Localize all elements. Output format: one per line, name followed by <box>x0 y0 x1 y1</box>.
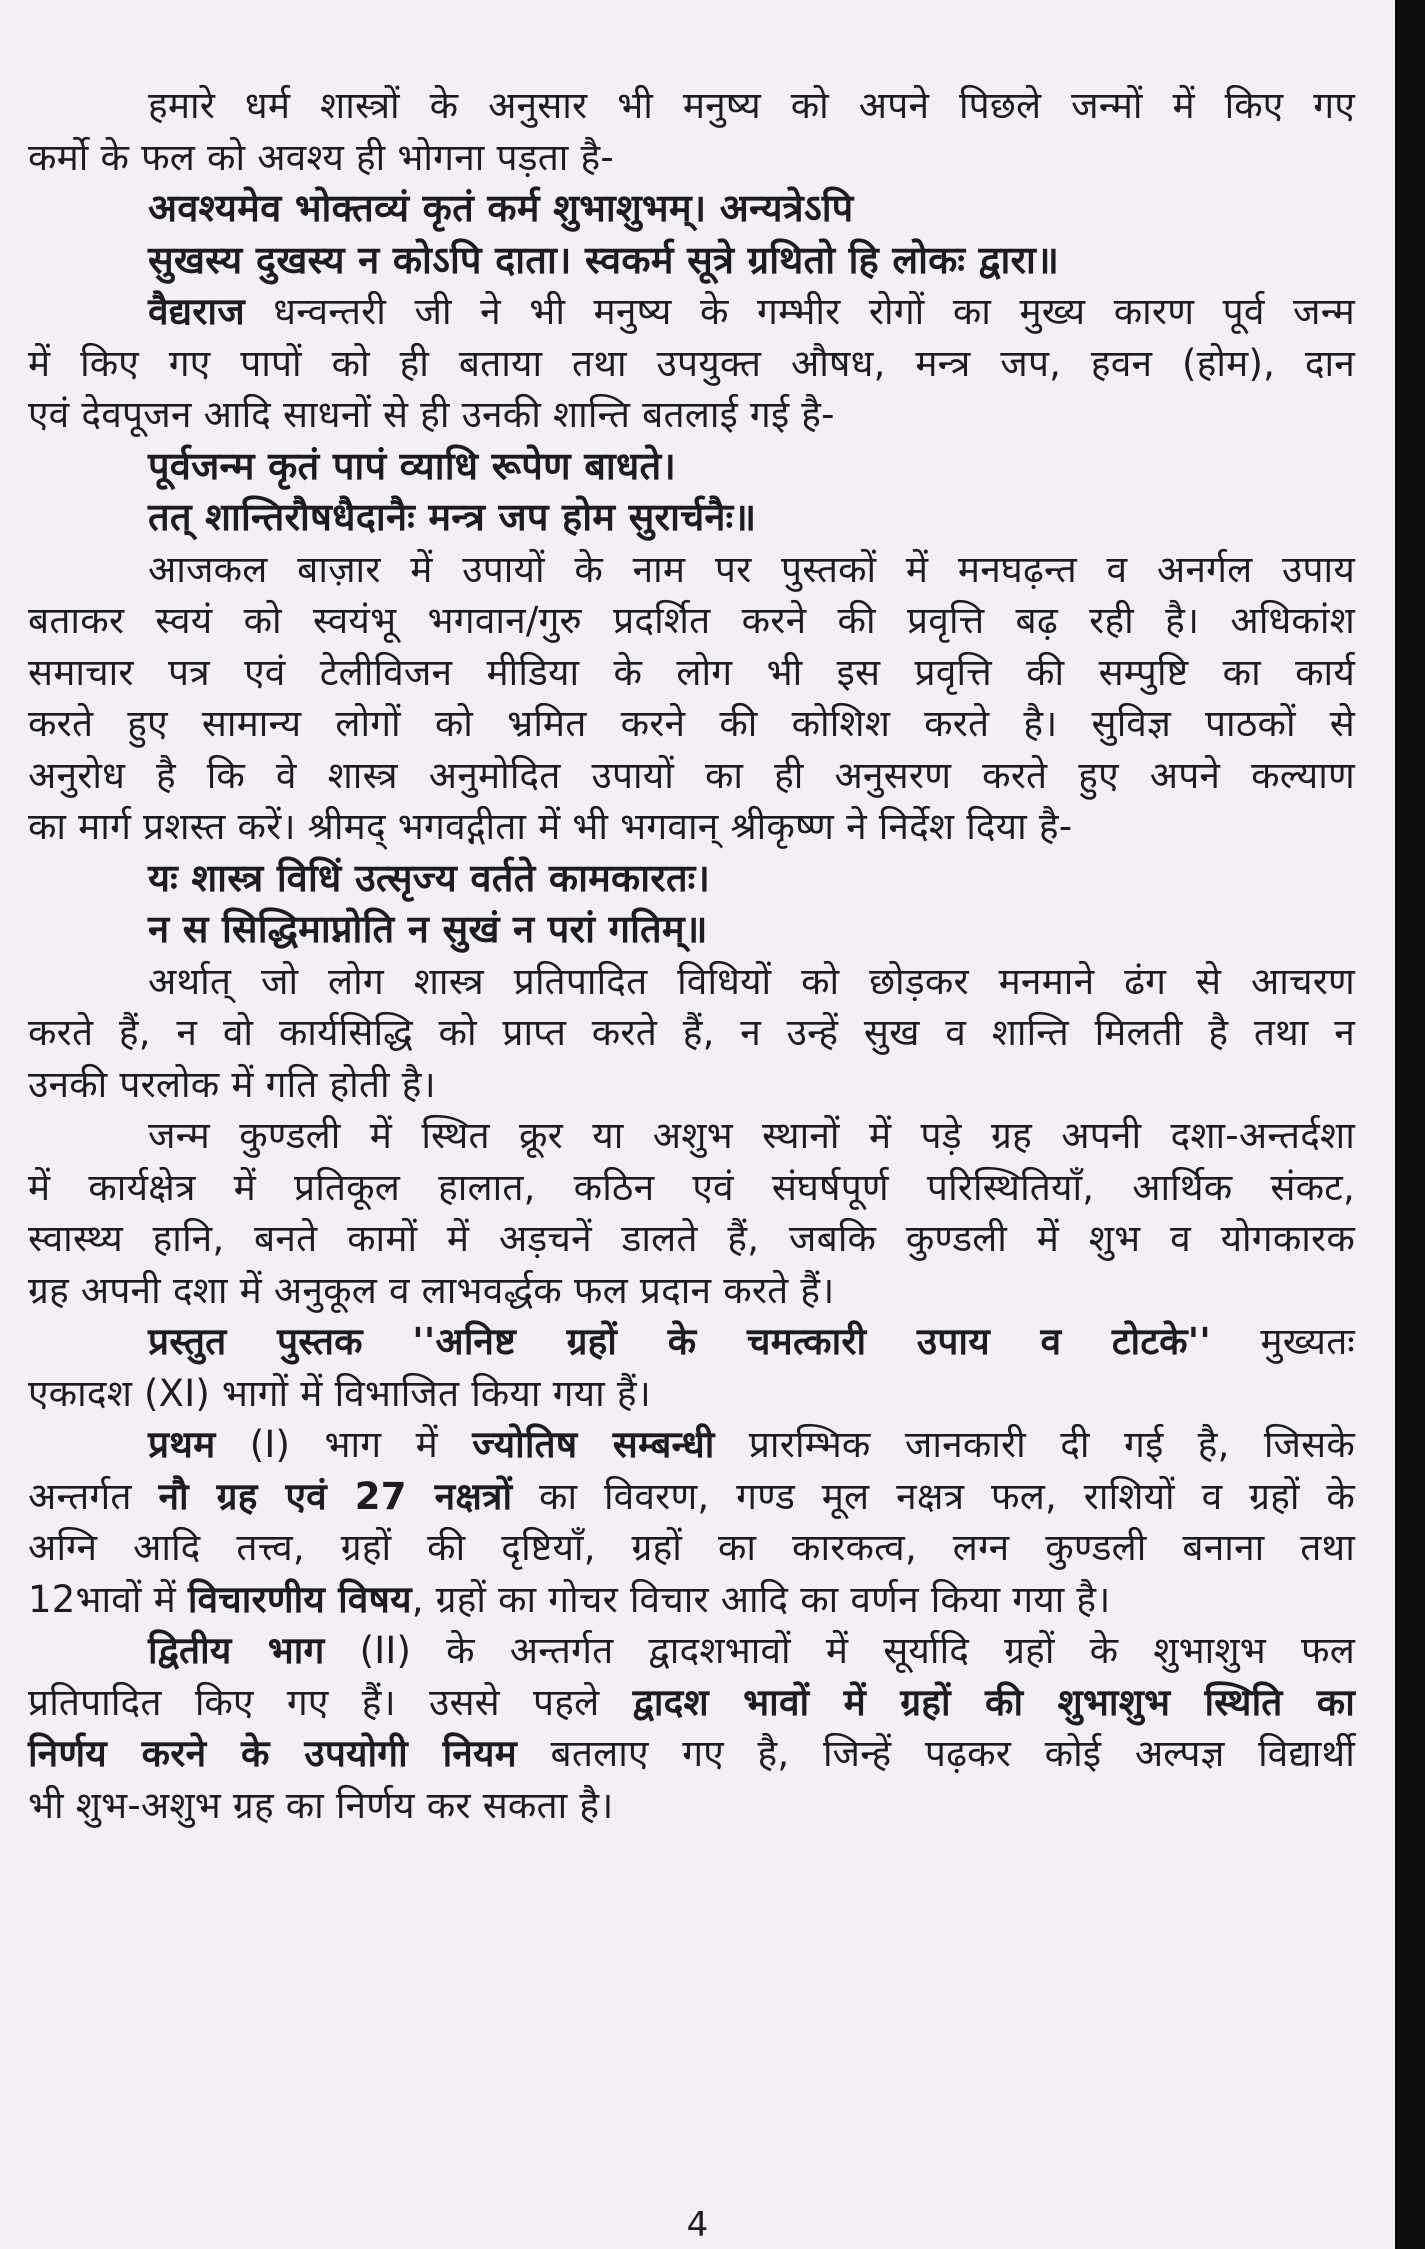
text-line <box>28 286 1355 338</box>
bold-term: प्रथम <box>148 1423 216 1466</box>
sanskrit-verse-line: अवश्यमेव भोक्तव्यं कृतं कर्म शुभाशुभम्। अन्यत्रेऽपि <box>148 186 854 230</box>
text-span: बतलाए गए है, जिन्हें पढ़कर कोई अल्पज्ञ विद्यार्थी <box>550 1732 1355 1775</box>
sanskrit-verse-line: सुखस्य दुखस्य न कोऽपि दाता। स्वकर्म सूत्रे ग्रथितो हि लोकः द्वारा॥ <box>148 237 1060 282</box>
text-line: अर्थात् जो लोग शास्त्र प्रतिपादित विधियों को छोड़कर मनमाने ढंग से आचरण <box>148 959 1355 1003</box>
sanskrit-verse-line: यः शास्त्र विधिं उत्सृज्य वर्तते कामकारतः। <box>148 855 711 900</box>
text-line: अनुरोध है कि वे शास्त्र अनुमोदित उपायों का ही अनुसरण करते हुए अपने कल्याण <box>28 753 1355 797</box>
text-line: आजकल बाज़ार में उपायों के नाम पर पुस्तकों में मनघढ़न्त व अनर्गल उपाय <box>148 547 1355 591</box>
text-line <box>28 1316 1355 1368</box>
text-span: (II) के अन्तर्गत द्वादशभावों में सूर्यादि ग्रहों के शुभाशुभ फल <box>359 1629 1356 1672</box>
text-span: प्रारम्भिक जानकारी दी गई है, जिसके <box>748 1423 1355 1466</box>
text-line: एवं देवपूजन आदि साधनों से ही उनकी शान्ति बतलाई गई है- <box>28 393 835 436</box>
bold-term: वैद्यराज <box>148 290 245 333</box>
text-line: स्वास्थ्य हानि, बनते कामों में अड़चनें डालते हैं, जबकि कुण्डली में शुभ व योगकारक <box>28 1217 1355 1260</box>
bold-term: निर्णय करने के उपयोगी नियम <box>28 1732 517 1775</box>
text-span: प्रतिपादित किए गए हैं। उससे पहले <box>28 1680 600 1724</box>
text-line <box>28 1419 1355 1471</box>
page-number: 4 <box>686 2205 709 2245</box>
text-line: जन्म कुण्डली में स्थित क्रूर या अशुभ स्थानों में पड़े ग्रह अपनी दशा-अन्तर्दशा <box>148 1114 1355 1157</box>
bold-term: ज्योतिष सम्बन्धी <box>472 1423 715 1466</box>
text-span: अन्तर्गत <box>28 1474 132 1518</box>
text-line: का मार्ग प्रशस्त करें। श्रीमद् भगवद्गीता में भी भगवान् श्रीकृष्ण ने निर्देश दिया है- <box>28 805 1073 848</box>
text-line: ग्रह अपनी दशा में अनुकूल व लाभवर्द्धक फल प्रदान करते हैं। <box>28 1268 835 1312</box>
text-line: में कार्यक्षेत्र में प्रतिकूल हालात, कठिन एवं संघर्षपूर्ण परिस्थितियाँ, आर्थिक संकट, <box>28 1165 1355 1209</box>
text-line: बताकर स्वयं को स्वयंभू भगवान/गुरु प्रदर्शित करने की प्रवृत्ति बढ़ रही है। अधिकांश <box>28 599 1355 642</box>
sanskrit-verse-line: तत् शान्तिरौषधैदानैः मन्त्र जप होम सुरार्चनैः॥ <box>148 495 757 539</box>
text-line <box>28 1625 1355 1677</box>
text-line: अग्नि आदि तत्त्व, ग्रहों की दृष्टियाँ, ग्रहों का कारकत्व, लग्न कुण्डली बनाना तथा <box>28 1526 1355 1569</box>
text-span: मुख्यतः <box>1260 1320 1355 1363</box>
text-line: भी शुभ-अशुभ ग्रह का निर्णय कर सकता है। <box>28 1783 614 1827</box>
text-line <box>28 1728 1355 1780</box>
bold-term: प्रस्तुत पुस्तक <box>148 1320 363 1363</box>
text-line: करते हैं, न वो कार्यसिद्धि को प्राप्त करते हैं, न उन्हें सुख व शान्ति मिलती है तथा न <box>28 1011 1355 1054</box>
sanskrit-verse-line: न स सिद्धिमाप्नोति न सुखं न परां गतिम्॥ <box>148 907 708 951</box>
text-line: में किए गए पापों को ही बताया तथा उपयुक्त औषध, मन्त्र जप, हवन (होम), दान <box>28 341 1355 385</box>
text-span: 12भावों में <box>28 1577 176 1621</box>
text-line: एकादश (XI) भागों में विभाजित किया गया हैं। <box>28 1371 651 1415</box>
text-line: समाचार पत्र एवं टेलीविजन मीडिया के लोग भी इस प्रवृत्ति की सम्पुष्टि का कार्य <box>28 650 1355 694</box>
text-line <box>28 1574 1355 1626</box>
text-line <box>28 1677 1355 1729</box>
text-span: धन्वन्तरी जी ने भी मनुष्य के गम्भीर रोगों का मुख्य कारण पूर्व जन्म <box>273 290 1355 333</box>
bold-term: नौ ग्रह एवं 27 नक्षत्रों <box>158 1474 513 1518</box>
bold-term: द्वितीय भाग <box>148 1629 325 1672</box>
text-span: का विवरण, गण्ड मूल नक्षत्र फल, राशियों व ग्रहों के <box>539 1474 1356 1518</box>
text-span: (I) भाग में <box>249 1423 438 1466</box>
text-line: करते हुए सामान्य लोगों को भ्रमित करने की कोशिश करते है। सुविज्ञ पाठकों से <box>28 702 1355 745</box>
text-line: कर्मो के फल को अवश्य ही भोगना पड़ता है- <box>28 135 614 179</box>
bold-term: विचारणीय विषय <box>187 1577 412 1621</box>
bold-term: द्वादश भावों में ग्रहों की शुभाशुभ स्थिति का <box>632 1680 1355 1724</box>
book-title: ''अनिष्ट ग्रहों के चमत्कारी उपाय व टोटके'' <box>412 1320 1211 1363</box>
text-line: हमारे धर्म शास्त्रों के अनुसार भी मनुष्य को अपने पिछले जन्मों में किए गए <box>148 84 1355 127</box>
text-line: उनकी परलोक में गति होती है। <box>28 1062 436 1106</box>
sanskrit-verse-line: पूर्वजन्म कृतं पापं व्याधि रूपेण बाधते। <box>148 443 676 488</box>
text-line <box>28 1471 1355 1523</box>
text-span: , ग्रहों का गोचर विचार आदि का वर्णन किया गया है। <box>411 1577 1111 1621</box>
